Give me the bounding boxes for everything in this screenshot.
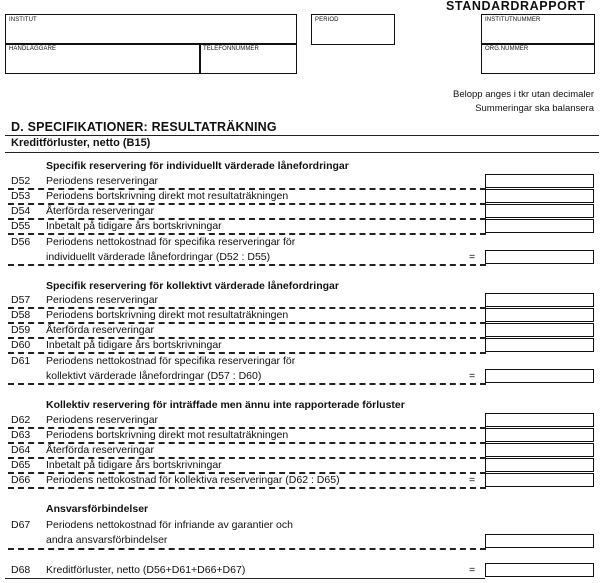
institutnummer-field[interactable]	[481, 14, 595, 45]
amount-input-d66[interactable]	[485, 473, 594, 487]
subsection-divider	[5, 152, 599, 153]
amount-input-d52[interactable]	[485, 174, 594, 188]
telefonnummer-label: TELEFONNUMMER	[203, 46, 259, 52]
section-title: D. SPECIFIKATIONER: RESULTATRÄKNING	[11, 120, 277, 134]
row-text: Periodens nettokostnad för specifika reserveringar för	[46, 355, 296, 367]
amount-input-d61[interactable]	[485, 369, 594, 383]
row-text: Återförda reserveringar	[46, 324, 154, 336]
equals-sign: =	[469, 370, 476, 382]
institut-label: INSTITUT	[9, 17, 37, 23]
amount-input-d64[interactable]	[485, 443, 594, 457]
row-code: D58	[11, 309, 31, 321]
report-title: STANDARDRAPPORT	[446, 0, 586, 13]
row-text: Inbetalt på tidigare års bortskrivningar	[46, 459, 222, 471]
belopp-note: Belopp anges i tkr utan decimaler	[453, 89, 594, 100]
period-label: PERIOD	[315, 17, 339, 23]
row-text: Periodens bortskrivning direkt mot resultaträkningen	[46, 190, 289, 202]
amount-input-d67[interactable]	[485, 534, 594, 548]
amount-input-d54[interactable]	[485, 204, 594, 218]
amount-input-d65[interactable]	[485, 458, 594, 472]
row-code: D61	[11, 355, 31, 367]
row-code: D54	[11, 205, 31, 217]
row-code: D67	[11, 519, 31, 531]
row-text: Periodens nettokostnad för specifika reserveringar för	[46, 236, 296, 248]
period-field[interactable]	[311, 14, 395, 45]
row-code: D55	[11, 220, 31, 232]
amount-input-d55[interactable]	[485, 219, 594, 233]
row-code: D53	[11, 190, 31, 202]
equals-sign: =	[469, 251, 476, 263]
total-row-text: Kreditförluster, netto (D56+D61+D66+D67)	[46, 564, 246, 576]
section-divider	[5, 135, 599, 136]
amount-input-d60[interactable]	[485, 338, 594, 352]
group-title: Specifik reservering för kollektivt värderade lånefordringar	[46, 280, 339, 292]
row-code: D62	[11, 414, 31, 426]
subsection-title: Kreditförluster, netto (B15)	[11, 137, 151, 149]
amount-input-d62[interactable]	[485, 413, 594, 427]
row-text: Periodens reserveringar	[46, 414, 159, 426]
amount-input-d56[interactable]	[485, 250, 594, 264]
group-title: Ansvarsförbindelser	[46, 503, 149, 515]
row-code: D63	[11, 429, 31, 441]
institut-field[interactable]	[5, 14, 297, 45]
amount-input-d63[interactable]	[485, 428, 594, 442]
row-code: D59	[11, 324, 31, 336]
row-code: D60	[11, 339, 31, 351]
amount-input-d59[interactable]	[485, 323, 594, 337]
row-code: D65	[11, 459, 31, 471]
row-text: Återförda reserveringar	[46, 205, 154, 217]
row-text: Periodens nettokostnad för infriande av garantier och	[46, 519, 293, 531]
row-code: D56	[11, 236, 31, 248]
row-code: D57	[11, 294, 31, 306]
amount-input-d57[interactable]	[485, 293, 594, 307]
amount-input-d68[interactable]	[485, 563, 594, 577]
total-row-code: D68	[11, 564, 31, 576]
group-title: Kollektiv reservering för inträffade men ännu inte rapporterade förluster	[46, 399, 405, 411]
org-nummer-field[interactable]	[481, 43, 595, 74]
row-divider	[8, 487, 486, 489]
row-text: Periodens reserveringar	[46, 294, 159, 306]
row-text: Periodens bortskrivning direkt mot resultaträkningen	[46, 309, 289, 321]
row-text: Inbetalt på tidigare års bortskrivningar	[46, 339, 222, 351]
total-underline	[5, 578, 485, 579]
equals-sign: =	[469, 474, 476, 486]
handlaggare-label: HANDLÄGGARE	[9, 46, 57, 52]
row-divider	[8, 383, 486, 385]
row-text-continued: kollektivt värderade lånefordringar (D57 : D60)	[46, 370, 262, 382]
row-text: Inbetalt på tidigare års bortskrivningar	[46, 220, 222, 232]
equals-sign: =	[469, 564, 476, 576]
row-divider	[8, 233, 486, 235]
handlaggare-field[interactable]	[5, 43, 201, 74]
group-title: Specifik reservering för individuellt värderade lånefordringar	[46, 160, 349, 172]
row-divider	[8, 264, 486, 266]
row-divider	[8, 548, 486, 550]
row-text: Periodens nettokostnad för kollektiva reserveringar (D62 : D65)	[46, 474, 340, 486]
amount-input-d53[interactable]	[485, 189, 594, 203]
row-divider	[8, 352, 486, 354]
row-text-continued: individuellt värderade lånefordringar (D52 : D55)	[46, 251, 271, 263]
row-text: Återförda reserveringar	[46, 444, 154, 456]
row-text: Periodens reserveringar	[46, 175, 159, 187]
row-text-continued: andra ansvarsförbindelser	[46, 534, 168, 546]
amount-input-d58[interactable]	[485, 308, 594, 322]
org-nummer-label: ORG.NUMMER	[485, 46, 529, 52]
summeringar-note: Summeringar ska balansera	[475, 103, 594, 114]
telefonnummer-field[interactable]	[199, 43, 297, 74]
row-code: D66	[11, 474, 31, 486]
institutnummer-label: INSTITUTNUMMER	[485, 17, 541, 23]
row-text: Periodens bortskrivning direkt mot resultaträkningen	[46, 429, 289, 441]
row-code: D52	[11, 175, 31, 187]
row-code: D64	[11, 444, 31, 456]
